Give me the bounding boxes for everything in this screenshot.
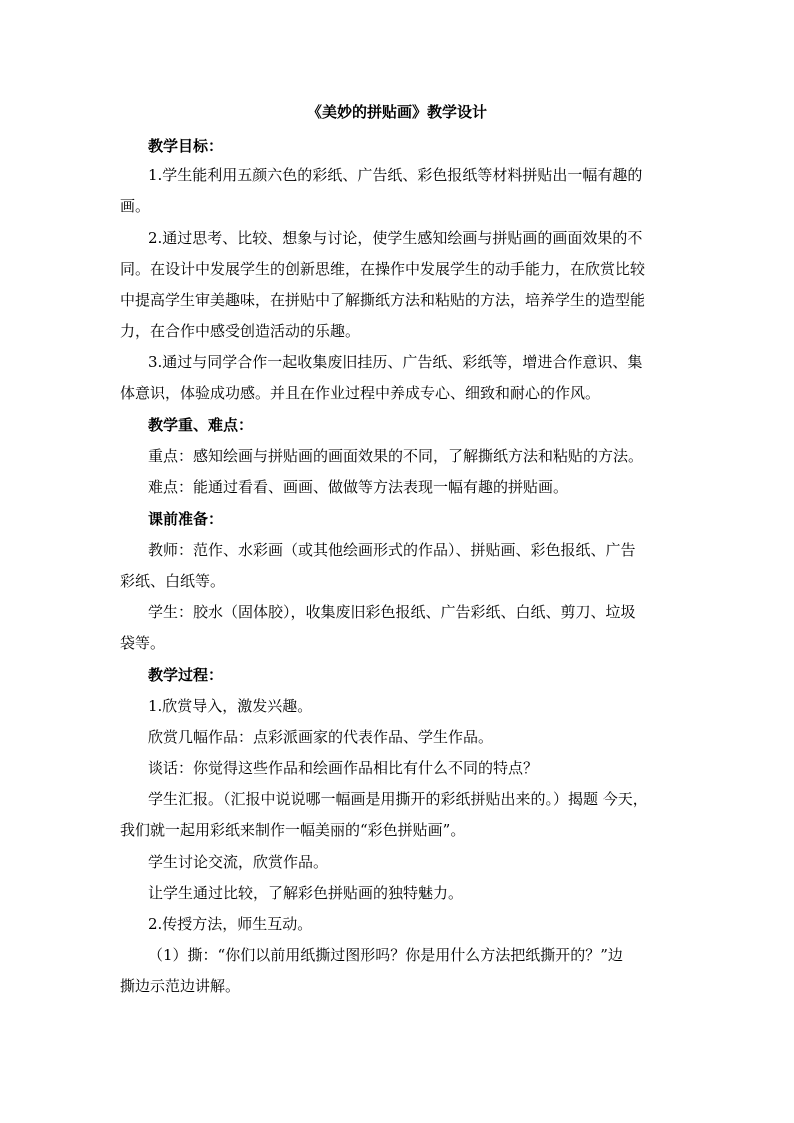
process-heading: 教学过程：	[148, 666, 224, 684]
step-1-compare: 让学生通过比较，了解彩色拼贴画的独特魅力。	[148, 884, 464, 902]
step-2-tear-line-1: （1）撕：“你们以前用纸撕过图形吗？你是用什么方法把纸撕开的？”边	[148, 946, 623, 964]
teacher-prep-line-1: 教师：范作、水彩画（或其他绘画形式的作品）、拼贴画、彩色报纸、广告	[148, 541, 636, 559]
key-point: 重点：感知绘画与拼贴画的画面效果的不同，了解撕纸方法和粘贴的方法。	[148, 447, 644, 465]
keypoints-heading: 教学重、难点：	[148, 416, 254, 434]
step-1-report-line-1: 学生汇报。（汇报中说说哪一幅画是用撕开的彩纸拼贴出来的。）揭题 今天，	[148, 790, 648, 808]
objective-2-line-2: 同。在设计中发展学生的创新思维，在操作中发展学生的动手能力，在欣赏比较	[120, 260, 646, 278]
objective-3-line-2: 体意识，体验成功感。并且在作业过程中养成专心、细致和耐心的作风。	[120, 384, 601, 402]
step-1-appreciate: 欣赏几幅作品：点彩派画家的代表作品、学生作品。	[148, 728, 494, 746]
objective-1-line-1: 1.学生能利用五颜六色的彩纸、广告纸、彩色报纸等材料拼贴出一幅有趣的	[148, 166, 643, 184]
objective-2-line-1: 2.通过思考、比较、想象与讨论，使学生感知绘画与拼贴画的画面效果的不	[148, 229, 643, 247]
objective-3-line-1: 3.通过与同学合作一起收集废旧挂历、广告纸、彩纸等，增进合作意识、集	[148, 353, 643, 371]
prep-heading: 课前准备：	[148, 510, 224, 528]
step-1-discussion: 谈话：你觉得这些作品和绘画作品相比有什么不同的特点？	[148, 759, 539, 777]
objective-1-line-2: 画。	[120, 197, 151, 215]
student-prep-line-1: 学生：胶水（固体胶），收集废旧彩色报纸、广告彩纸、白纸、剪刀、垃圾	[148, 603, 636, 621]
objective-2-line-3: 中提高学生审美趣味，在拼贴中了解撕纸方法和粘贴的方法，培养学生的造型能	[120, 291, 646, 309]
student-prep-line-2: 袋等。	[120, 634, 166, 652]
objectives-heading: 教学目标：	[148, 137, 224, 155]
teacher-prep-line-2: 彩纸、白纸等。	[120, 572, 226, 590]
document-title: 《美妙的拼贴画》教学设计	[306, 103, 487, 121]
step-1-exchange: 学生讨论交流，欣赏作品。	[148, 853, 329, 871]
step-2: 2.传授方法，师生互动。	[148, 915, 313, 933]
objective-2-line-4: 力，在合作中感受创造活动的乐趣。	[120, 322, 361, 340]
step-2-tear-line-2: 撕边示范边讲解。	[120, 977, 241, 995]
difficult-point: 难点：能通过看看、画画、做做等方法表现一幅有趣的拼贴画。	[148, 478, 569, 496]
step-1: 1.欣赏导入，激发兴趣。	[148, 697, 313, 715]
step-1-report-line-2: 我们就一起用彩纸来制作一幅美丽的“彩色拼贴画”。	[120, 821, 466, 839]
